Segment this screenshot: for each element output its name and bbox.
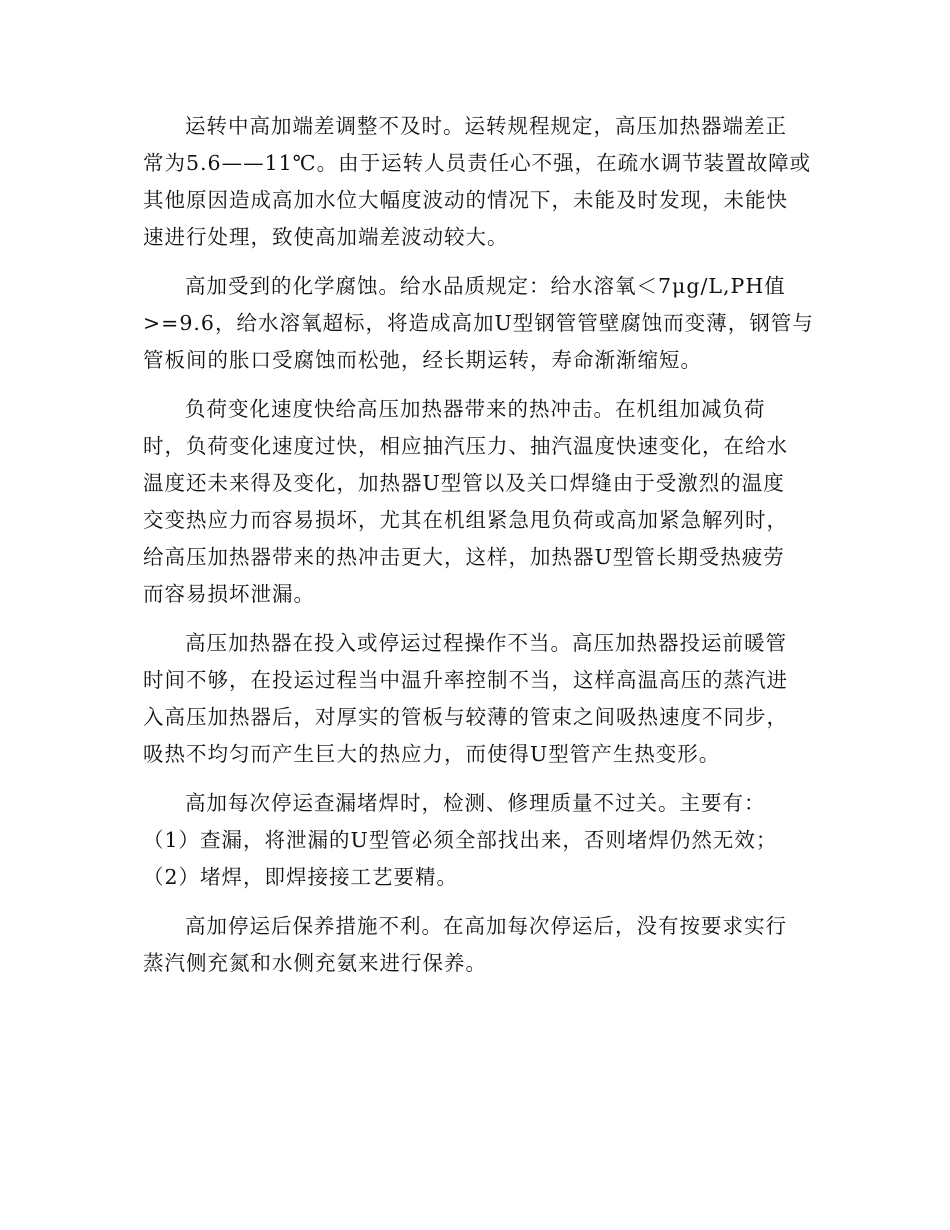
- list-item-1: （1）查漏，将泄漏的U型管必须全部找出来，否则堵焊仍然无效；: [143, 828, 778, 852]
- paragraph-6: [143, 908, 808, 982]
- paragraph-line: 管板间的胀口受腐蚀而松弛，经长期运转，寿命渐渐缩短。: [143, 348, 702, 372]
- paragraph-line: 负荷变化速度快给高压加热器带来的热冲击。在机组加减负荷: [185, 397, 766, 421]
- paragraph-4: [143, 625, 808, 773]
- list-item-2: （2）堵焊，即焊接接工艺要精。: [143, 865, 459, 889]
- paragraph-line: 蒸汽侧充氮和水侧充氨来进行保养。: [143, 951, 487, 975]
- paragraph-line: >=9.6，给水溶氧超标，将造成高加U型钢管管壁腐蚀而变薄，钢管与: [143, 311, 814, 335]
- paragraph-line: 交变热应力而容易损坏，尤其在机组紧急甩负荷或高加紧急解列时，: [143, 508, 788, 532]
- paragraph-line: 入高压加热器后，对厚实的管板与较薄的管束之间吸热速度不同步，: [143, 705, 788, 729]
- paragraph-line: 时间不够，在投运过程当中温升率控制不当，这样高温高压的蒸汽进: [143, 668, 788, 692]
- paragraph-1: [143, 108, 812, 256]
- document-body: [143, 108, 814, 994]
- paragraph-line: 温度还未来得及变化，加热器U型管以及关口焊缝由于受激烈的温度: [143, 471, 785, 495]
- paragraph-line: 高加每次停运查漏堵焊时，检测、修理质量不过关。主要有：: [185, 791, 766, 815]
- paragraph-line: 吸热不均匀而产生巨大的热应力，而使得U型管产生热变形。: [143, 742, 721, 766]
- paragraph-line: 常为5.6——11℃。由于运转人员责任心不强，在疏水调节装置故障或: [143, 151, 812, 175]
- paragraph-line: 而容易损坏泄漏。: [143, 582, 315, 606]
- paragraph-line: 高加停运后保养措施不利。在高加每次停运后，没有按要求实行: [185, 914, 787, 938]
- paragraph-line: 给高压加热器带来的热冲击更大，这样，加热器U型管长期受热疲劳: [143, 545, 785, 569]
- paragraph-line: 高加受到的化学腐蚀。给水品质规定：给水溶氧＜7μg/L,PH值: [185, 274, 786, 298]
- paragraph-line: 高压加热器在投入或停运过程操作不当。高压加热器投运前暖管: [185, 631, 787, 655]
- paragraph-3: [143, 391, 808, 613]
- paragraph-line: 速进行处理，致使高加端差波动较大。: [143, 225, 509, 249]
- paragraph-line: 其他原因造成高加水位大幅度波动的情况下，未能及时发现，未能快: [143, 188, 788, 212]
- paragraph-line: 运转中高加端差调整不及时。运转规程规定，高压加热器端差正: [185, 114, 787, 138]
- paragraph-2: [143, 268, 814, 379]
- paragraph-line: 时，负荷变化速度过快，相应抽汽压力、抽汽温度快速变化，在给水: [143, 434, 788, 458]
- paragraph-5: [143, 785, 808, 896]
